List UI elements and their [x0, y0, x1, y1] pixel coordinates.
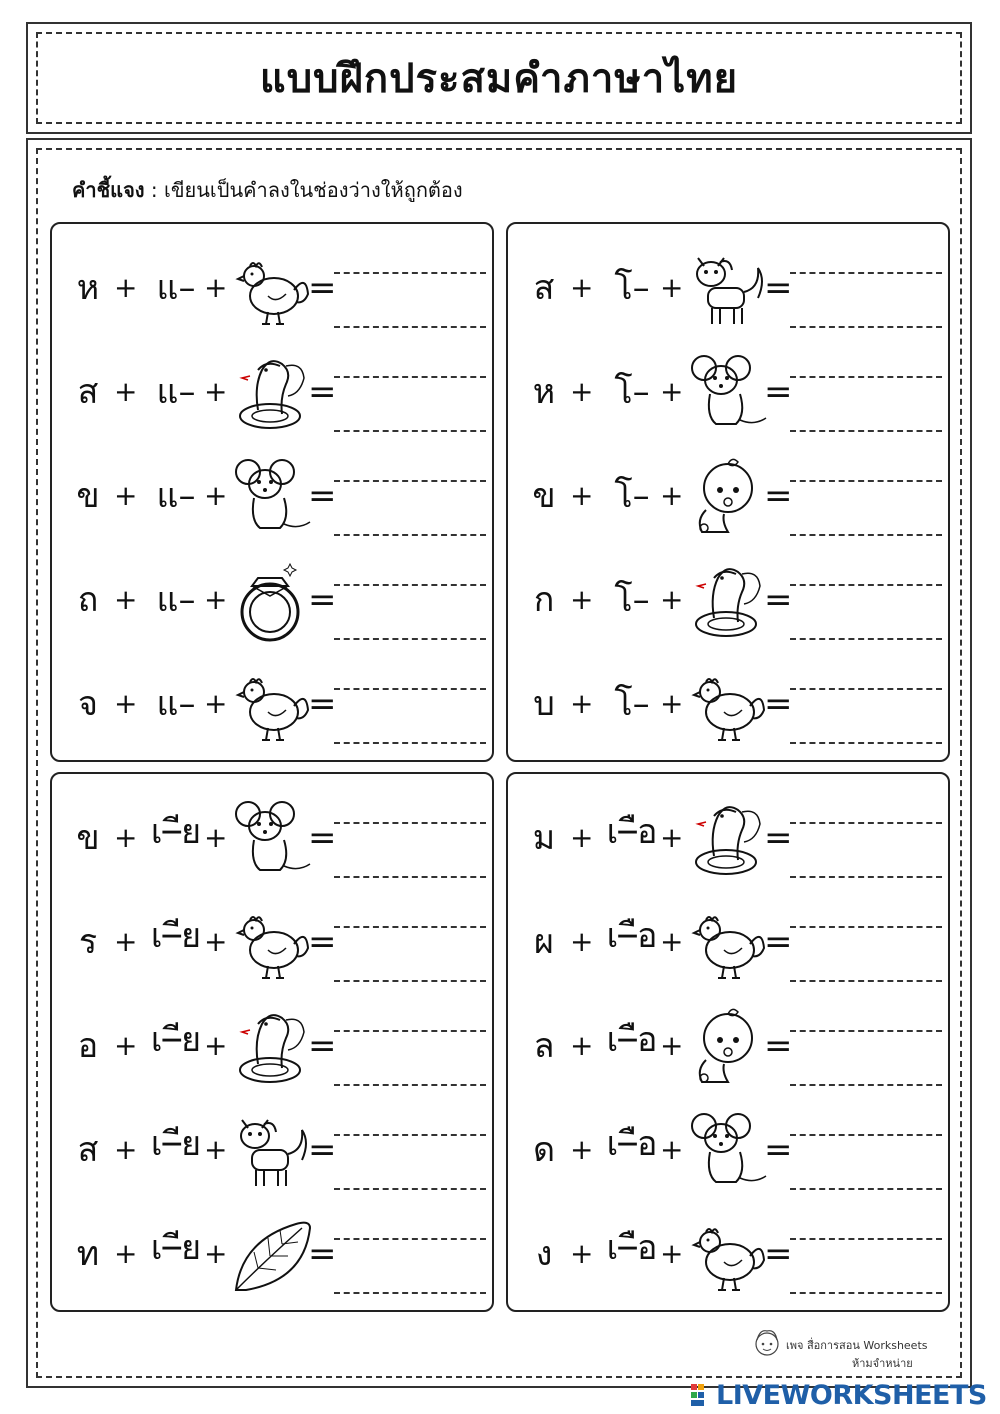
instruction-label: คำชี้แจง	[72, 178, 145, 202]
equals-sign: =	[764, 684, 793, 724]
equals-sign: =	[308, 476, 337, 516]
chicken-icon	[684, 1212, 768, 1296]
answer-blank-line[interactable]	[334, 584, 486, 586]
answer-blank-line[interactable]	[790, 326, 942, 328]
answer-blank-line[interactable]	[790, 584, 942, 586]
exercise-row	[508, 238, 948, 338]
answer-blank-line[interactable]	[790, 742, 942, 744]
instruction-text: เขียนเป็นคำลงในช่องว่างให้ถูกต้อง	[164, 178, 463, 202]
consonant: ส	[533, 268, 555, 308]
consonant: ม	[532, 818, 556, 858]
plus-sign: +	[570, 583, 594, 616]
answer-blank-line[interactable]	[334, 876, 486, 878]
liveworksheets-logo-icon	[690, 1382, 712, 1410]
answer-blank-line[interactable]	[334, 1084, 486, 1086]
plus-sign: +	[570, 375, 594, 408]
consonant: ส	[77, 372, 99, 412]
exercise-row	[52, 1204, 492, 1304]
answer-blank-line[interactable]	[790, 980, 942, 982]
plus-sign: +	[570, 821, 594, 854]
exercise-row	[508, 342, 948, 442]
mouse-icon	[228, 454, 312, 538]
vowel: เ–ือ	[606, 1020, 658, 1060]
equals-sign: =	[308, 1234, 337, 1274]
exercise-row	[508, 996, 948, 1096]
mouse-icon	[684, 350, 768, 434]
equals-sign: =	[764, 476, 793, 516]
vowel: โ–	[614, 476, 650, 516]
answer-blank-line[interactable]	[334, 1134, 486, 1136]
plus-sign: +	[204, 583, 228, 616]
baby-icon	[684, 454, 768, 538]
instruction-separator: :	[144, 178, 165, 202]
plus-sign: +	[114, 687, 138, 720]
answer-blank-line[interactable]	[790, 1084, 942, 1086]
plus-sign: +	[204, 1029, 228, 1062]
plus-sign: +	[570, 687, 594, 720]
vowel: เ–ือ	[606, 812, 658, 852]
exercise-row	[52, 892, 492, 992]
plus-sign: +	[660, 821, 684, 854]
snake-icon	[228, 1004, 312, 1088]
plus-sign: +	[570, 1237, 594, 1270]
vowel: แ–	[156, 372, 196, 412]
plus-sign: +	[660, 479, 684, 512]
answer-blank-line[interactable]	[334, 1292, 486, 1294]
plus-sign: +	[114, 583, 138, 616]
title-dashed-frame	[36, 32, 962, 124]
horse-icon	[228, 1108, 312, 1192]
worksheet-title: แบบฝึกประสมคำภาษาไทย	[259, 56, 739, 102]
instruction	[72, 174, 463, 206]
equals-sign: =	[308, 818, 337, 858]
equals-sign: =	[764, 1234, 793, 1274]
consonant: ท	[76, 1234, 100, 1274]
equals-sign: =	[308, 1130, 337, 1170]
answer-blank-line[interactable]	[790, 688, 942, 690]
plus-sign: +	[204, 1133, 228, 1166]
vowel: แ–	[156, 580, 196, 620]
equals-sign: =	[308, 684, 337, 724]
exercise-row	[52, 342, 492, 442]
vowel: เ–ือ	[606, 1124, 658, 1164]
exercise-row	[52, 1100, 492, 1200]
answer-blank-line[interactable]	[334, 534, 486, 536]
answer-blank-line[interactable]	[334, 376, 486, 378]
exercise-panel	[50, 222, 494, 762]
plus-sign: +	[570, 925, 594, 958]
answer-blank-line[interactable]	[334, 688, 486, 690]
exercise-row	[508, 550, 948, 650]
answer-blank-line[interactable]	[334, 1238, 486, 1240]
consonant: ส	[77, 1130, 99, 1170]
vowel: เ–ีย	[150, 1228, 202, 1268]
plus-sign: +	[114, 925, 138, 958]
exercise-row	[508, 1100, 948, 1200]
plus-sign: +	[570, 1029, 594, 1062]
answer-blank-line[interactable]	[790, 876, 942, 878]
plus-sign: +	[114, 479, 138, 512]
equals-sign: =	[308, 1026, 337, 1066]
exercise-row	[52, 788, 492, 888]
chicken-icon	[228, 246, 312, 330]
vowel: เ–ือ	[606, 916, 658, 956]
plus-sign: +	[204, 375, 228, 408]
plus-sign: +	[660, 687, 684, 720]
exercise-row	[508, 1204, 948, 1304]
equals-sign: =	[308, 580, 337, 620]
chicken-icon	[684, 900, 768, 984]
consonant: ก	[533, 580, 555, 620]
equals-sign: =	[764, 1026, 793, 1066]
equals-sign: =	[764, 580, 793, 620]
baby-icon	[684, 1004, 768, 1088]
answer-blank-line[interactable]	[334, 980, 486, 982]
consonant: ถ	[77, 580, 99, 620]
plus-sign: +	[660, 1029, 684, 1062]
plus-sign: +	[660, 271, 684, 304]
footer-line-2: ห้ามจำหน่าย	[852, 1357, 913, 1370]
equals-sign: =	[764, 1130, 793, 1170]
equals-sign: =	[764, 818, 793, 858]
answer-blank-line[interactable]	[790, 1292, 942, 1294]
answer-blank-line[interactable]	[790, 822, 942, 824]
consonant: ห	[532, 372, 556, 412]
answer-blank-line[interactable]	[334, 326, 486, 328]
snake-icon	[684, 558, 768, 642]
equals-sign: =	[764, 922, 793, 962]
exercise-row	[508, 654, 948, 754]
answer-blank-line[interactable]	[790, 480, 942, 482]
vowel: แ–	[156, 476, 196, 516]
answer-blank-line[interactable]	[334, 1030, 486, 1032]
exercise-row	[508, 788, 948, 888]
vowel: โ–	[614, 684, 650, 724]
vowel: เ–ีย	[150, 812, 202, 852]
author-credit	[752, 1326, 962, 1370]
vowel: เ–ีย	[150, 1124, 202, 1164]
plus-sign: +	[204, 271, 228, 304]
chicken-icon	[228, 662, 312, 746]
vowel: เ–ือ	[606, 1228, 658, 1268]
exercise-row	[52, 654, 492, 754]
horse-icon	[684, 246, 768, 330]
plus-sign: +	[660, 583, 684, 616]
plus-sign: +	[114, 1029, 138, 1062]
plus-sign: +	[660, 1133, 684, 1166]
plus-sign: +	[204, 821, 228, 854]
answer-blank-line[interactable]	[790, 534, 942, 536]
answer-blank-line[interactable]	[790, 430, 942, 432]
consonant: ห	[76, 268, 100, 308]
exercise-row	[508, 892, 948, 992]
plus-sign: +	[204, 479, 228, 512]
answer-blank-line[interactable]	[790, 1030, 942, 1032]
footer-line-1: เพจ สื่อการสอน Worksheets	[786, 1339, 928, 1352]
equals-sign: =	[764, 268, 793, 308]
answer-blank-line[interactable]	[790, 1238, 942, 1240]
exercise-row	[52, 996, 492, 1096]
answer-blank-line[interactable]	[790, 926, 942, 928]
plus-sign: +	[570, 479, 594, 512]
consonant: ข	[532, 476, 556, 516]
consonant: ร	[78, 922, 98, 962]
mouse-icon	[684, 1108, 768, 1192]
answer-blank-line[interactable]	[790, 638, 942, 640]
answer-blank-line[interactable]	[334, 822, 486, 824]
leaf-icon	[228, 1212, 312, 1296]
plus-sign: +	[204, 925, 228, 958]
plus-sign: +	[114, 375, 138, 408]
plus-sign: +	[114, 1237, 138, 1270]
consonant: ข	[76, 818, 100, 858]
consonant: จ	[78, 684, 98, 724]
answer-blank-line[interactable]	[790, 376, 942, 378]
exercise-panel	[506, 222, 950, 762]
plus-sign: +	[114, 821, 138, 854]
plus-sign: +	[204, 1237, 228, 1270]
answer-blank-line[interactable]	[790, 1134, 942, 1136]
snake-icon	[684, 796, 768, 880]
brand-name: LIVEWORKSHEETS	[716, 1380, 987, 1411]
answer-blank-line[interactable]	[334, 638, 486, 640]
vowel: เ–ีย	[150, 916, 202, 956]
equals-sign: =	[764, 372, 793, 412]
plus-sign: +	[204, 687, 228, 720]
title-frame	[26, 22, 972, 134]
consonant: บ	[533, 684, 555, 724]
consonant: ผ	[534, 922, 554, 962]
snake-icon	[228, 350, 312, 434]
plus-sign: +	[570, 1133, 594, 1166]
vowel: แ–	[156, 684, 196, 724]
equals-sign: =	[308, 922, 337, 962]
consonant: ด	[532, 1130, 556, 1170]
consonant: ล	[533, 1026, 555, 1066]
answer-blank-line[interactable]	[790, 1188, 942, 1190]
plus-sign: +	[570, 271, 594, 304]
answer-blank-line[interactable]	[334, 272, 486, 274]
plus-sign: +	[114, 1133, 138, 1166]
answer-blank-line[interactable]	[334, 480, 486, 482]
author-face-icon	[752, 1326, 782, 1360]
chicken-icon	[228, 900, 312, 984]
consonant: ข	[76, 476, 100, 516]
equals-sign: =	[308, 372, 337, 412]
exercise-panel	[50, 772, 494, 1312]
plus-sign: +	[114, 271, 138, 304]
answer-blank-line[interactable]	[334, 742, 486, 744]
answer-blank-line[interactable]	[334, 926, 486, 928]
answer-blank-line[interactable]	[334, 1188, 486, 1190]
consonant: อ	[77, 1026, 99, 1066]
vowel: โ–	[614, 268, 650, 308]
plus-sign: +	[660, 375, 684, 408]
vowel: เ–ีย	[150, 1020, 202, 1060]
answer-blank-line[interactable]	[334, 430, 486, 432]
ring-icon	[228, 558, 312, 642]
mouse-icon	[228, 796, 312, 880]
vowel: แ–	[156, 268, 196, 308]
exercise-row	[52, 446, 492, 546]
vowel: โ–	[614, 372, 650, 412]
chicken-icon	[684, 662, 768, 746]
exercise-panel	[506, 772, 950, 1312]
exercise-row	[52, 550, 492, 650]
exercise-row	[508, 446, 948, 546]
consonant: ง	[535, 1234, 553, 1274]
plus-sign: +	[660, 925, 684, 958]
vowel: โ–	[614, 580, 650, 620]
exercise-row	[52, 238, 492, 338]
liveworksheets-brand[interactable]	[690, 1380, 987, 1411]
plus-sign: +	[660, 1237, 684, 1270]
equals-sign: =	[308, 268, 337, 308]
answer-blank-line[interactable]	[790, 272, 942, 274]
